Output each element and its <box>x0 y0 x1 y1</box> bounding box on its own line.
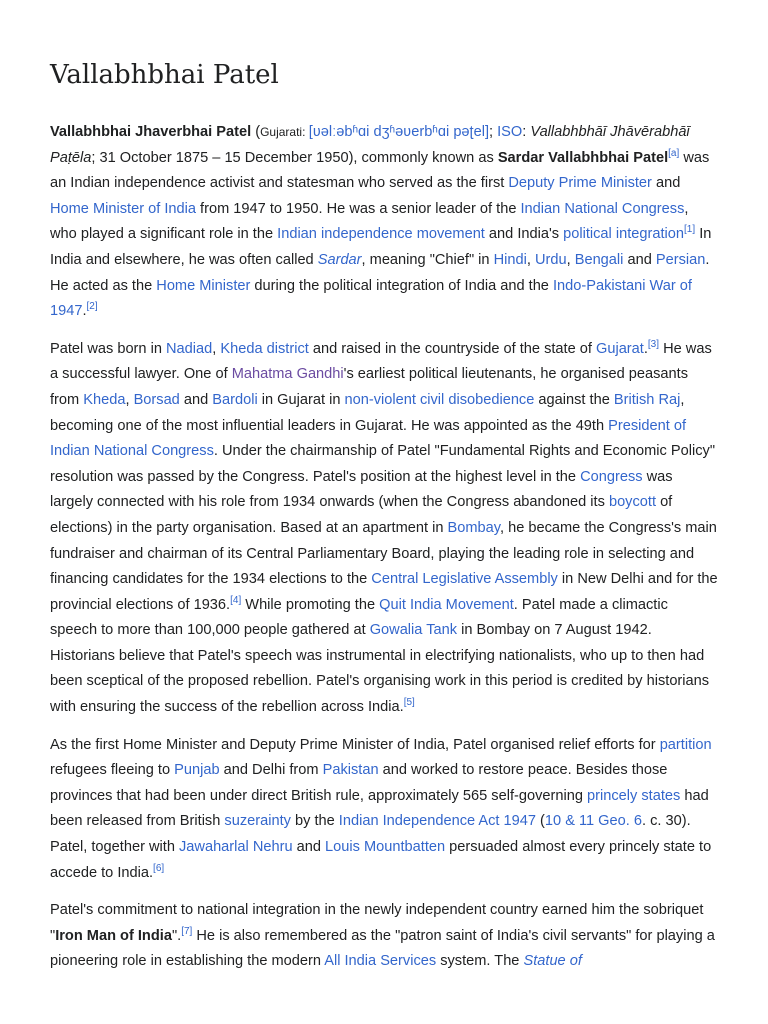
link-president-inc[interactable]: President of Indian National Congress <box>50 417 687 460</box>
language-label: Gujarati: <box>260 125 309 139</box>
ipa-link[interactable]: [ʋəlːəbʱɑi dʒʱəʋerbʱɑi pəʈel] <box>308 124 490 140</box>
text: and India's <box>484 226 564 243</box>
text: . He acted as the <box>50 251 710 294</box>
link-home-minister-of-india[interactable]: Home Minister of India <box>50 200 196 217</box>
text: was an Indian independence activist and statesman who served as the first <box>50 149 710 192</box>
text: . c. 30). Patel, together with <box>50 813 691 856</box>
subject-name: Vallabhbhai Jhaverbhai Patel <box>50 124 252 140</box>
text: in New Delhi and for the provincial elections of 1936. <box>50 571 718 613</box>
text: from 1947 to 1950. He was a senior leader of the <box>196 200 521 217</box>
text: and raised in the countryside of the state of <box>308 340 596 357</box>
text: As the first Home Minister and Deputy Prime Minister of India, Patel organised relief efforts for <box>50 736 660 753</box>
text: refugees fleeing to <box>50 762 175 779</box>
text: , who played a significant role in the <box>50 200 689 243</box>
link-partition[interactable]: partition <box>659 736 712 753</box>
text: and <box>179 391 213 408</box>
link-all-india-services[interactable]: All India Services <box>324 953 437 970</box>
footnote-6[interactable]: [6] <box>153 862 165 874</box>
text: , <box>566 251 575 268</box>
link-bombay[interactable]: Bombay <box>447 519 500 536</box>
link-hindi[interactable]: Hindi <box>493 251 527 268</box>
link-quit-india-movement[interactable]: Quit India Movement <box>379 596 514 613</box>
text: . Patel made a climactic speech to more than 100,000 people gathered at <box>50 596 668 639</box>
text: was largely connected with his role from 1934 onwards (when the Congress abandoned its <box>50 468 673 511</box>
text: and worked to restore peace. Besides those provinces that had been under direct British rule, approximately 565 self-governing <box>50 762 668 804</box>
iso-link[interactable]: ISO <box>497 124 523 140</box>
link-mahatma-gandhi[interactable]: Mahatma Gandhi <box>231 366 344 383</box>
link-punjab[interactable]: Punjab <box>174 762 220 779</box>
link-jawaharlal-nehru[interactable]: Jawaharlal Nehru <box>179 839 293 856</box>
link-indian-independence-movement[interactable]: Indian independence movement <box>277 226 485 243</box>
page-title: Vallabhbhai Patel <box>50 60 279 90</box>
text: , <box>125 391 134 408</box>
link-central-legislative-assembly[interactable]: Central Legislative Assembly <box>371 571 558 588</box>
link-deputy-prime-minister[interactable]: Deputy Prime Minister <box>508 175 652 192</box>
text: ( <box>535 813 545 830</box>
text: ( <box>251 124 261 140</box>
link-non-violent-civil-disobedience[interactable]: non-violent civil disobedience <box>344 391 535 408</box>
text: He was a successful lawyer. One of <box>50 340 712 383</box>
text: He is also remembered as the "patron saint of India's civil servants" for playing a pioneering role in establishing the modern <box>50 927 715 970</box>
link-kheda-district[interactable]: Kheda district <box>220 340 309 357</box>
link-indian-national-congress[interactable]: Indian National Congress <box>520 200 685 217</box>
link-urdu[interactable]: Urdu <box>534 251 567 268</box>
link-boycott[interactable]: boycott <box>608 494 657 511</box>
paragraph-iron-man <box>50 898 718 975</box>
link-congress[interactable]: Congress <box>580 468 643 485</box>
common-name: Sardar Vallabhbhai Patel <box>497 149 669 166</box>
link-persian[interactable]: Persian <box>655 251 706 268</box>
text: and <box>651 175 681 192</box>
text: in Gujarat in <box>257 391 345 408</box>
footnote-a[interactable]: [a] <box>668 147 680 159</box>
link-borsad[interactable]: Borsad <box>133 391 180 408</box>
text: , becoming one of the most influential leaders in Gujarat. He was appointed as the 49th <box>50 391 685 434</box>
paragraph-early-life <box>50 337 718 721</box>
link-sardar[interactable]: Sardar <box>317 251 362 268</box>
text: While promoting the <box>241 596 380 613</box>
link-statue-of-unity[interactable]: Statue of <box>523 953 582 970</box>
link-suzerainty[interactable]: suzerainty <box>224 813 291 830</box>
link-bengali[interactable]: Bengali <box>574 251 624 268</box>
link-pakistan[interactable]: Pakistan <box>322 762 379 779</box>
paragraph-lead <box>50 120 718 325</box>
text: . Under the chairmanship of Patel "Fundamental Rights and Economic Policy" resolution was passed by the Congress. Patel's position at the highest level in the <box>50 443 716 485</box>
text: , <box>212 340 221 357</box>
footnote-7[interactable]: [7] <box>181 925 193 937</box>
sobriquet: Iron Man of India <box>55 927 172 944</box>
text: against the <box>534 391 614 408</box>
link-home-minister[interactable]: Home Minister <box>156 277 251 294</box>
text: by the <box>290 813 339 830</box>
text: : <box>522 124 531 140</box>
link-nadiad[interactable]: Nadiad <box>166 340 213 357</box>
footnote-5[interactable]: [5] <box>403 697 415 709</box>
text: ". <box>171 927 182 944</box>
link-geo-6[interactable]: 10 & 11 Geo. 6 <box>544 813 642 830</box>
text: , <box>526 251 535 268</box>
text: had been released from British <box>50 787 709 830</box>
iso-transliteration: Vallabhbhāī Jhāvērabhāī Paṭēla <box>50 124 690 166</box>
link-gowalia-tank[interactable]: Gowalia Tank <box>369 622 458 639</box>
footnote-1[interactable]: [1] <box>684 224 696 236</box>
text: system. The <box>436 953 524 970</box>
link-bardoli[interactable]: Bardoli <box>212 391 258 408</box>
link-political-integration[interactable]: political integration <box>563 226 685 243</box>
text: , he became the Congress's main fundraiser and chairman of its Central Parliamentary Board, playing the leading role in selecting and financing candidates for the 1934 elections to the <box>50 519 717 588</box>
link-indian-independence-act[interactable]: Indian Independence Act 1947 <box>338 813 536 830</box>
text: and <box>292 839 326 856</box>
link-gujarat[interactable]: Gujarat <box>595 340 644 357</box>
link-british-raj[interactable]: British Raj <box>613 391 681 408</box>
text: 's earliest political lieutenants, he organised peasants from <box>50 366 688 408</box>
text: in Bombay on 7 August 1942. Historians believe that Patel's speech was instrumental in electrifying nationalists, who up to then had been sceptical of the proposed rebellion. Patel's organising work in this period is credited by historians with ensuring the success of the rebellion across India. <box>50 622 710 716</box>
paragraph-home-minister <box>50 733 718 887</box>
text: during the political integration of India and the <box>250 277 553 294</box>
text: . <box>643 340 648 357</box>
text: persuaded almost every princely state to accede to India. <box>50 839 712 881</box>
text: of elections) in the party organisation. Based at an apartment in <box>50 494 673 536</box>
text: In India and elsewhere, he was often called <box>50 226 712 268</box>
text: and Delhi from <box>219 762 323 779</box>
text: ; <box>489 124 498 140</box>
footnote-3[interactable]: [3] <box>647 338 660 350</box>
text: Patel was born in <box>50 340 167 357</box>
link-kheda[interactable]: Kheda <box>83 391 126 408</box>
text: Patel's commitment to national integration in the newly independent country earned him the sobriquet " <box>50 902 704 944</box>
text: and <box>623 251 656 268</box>
link-princely-states[interactable]: princely states <box>587 787 681 804</box>
footnote-2[interactable]: [2] <box>86 301 98 313</box>
text: ; 31 October 1875 – 15 December 1950), commonly known as <box>91 149 498 166</box>
text: . <box>82 303 87 320</box>
text: , meaning "Chief" in <box>361 251 494 268</box>
footnote-4[interactable]: [4] <box>230 594 242 606</box>
link-indo-pakistani-war[interactable]: Indo-Pakistani War of 1947 <box>50 277 692 320</box>
link-louis-mountbatten[interactable]: Louis Mountbatten <box>325 839 446 856</box>
